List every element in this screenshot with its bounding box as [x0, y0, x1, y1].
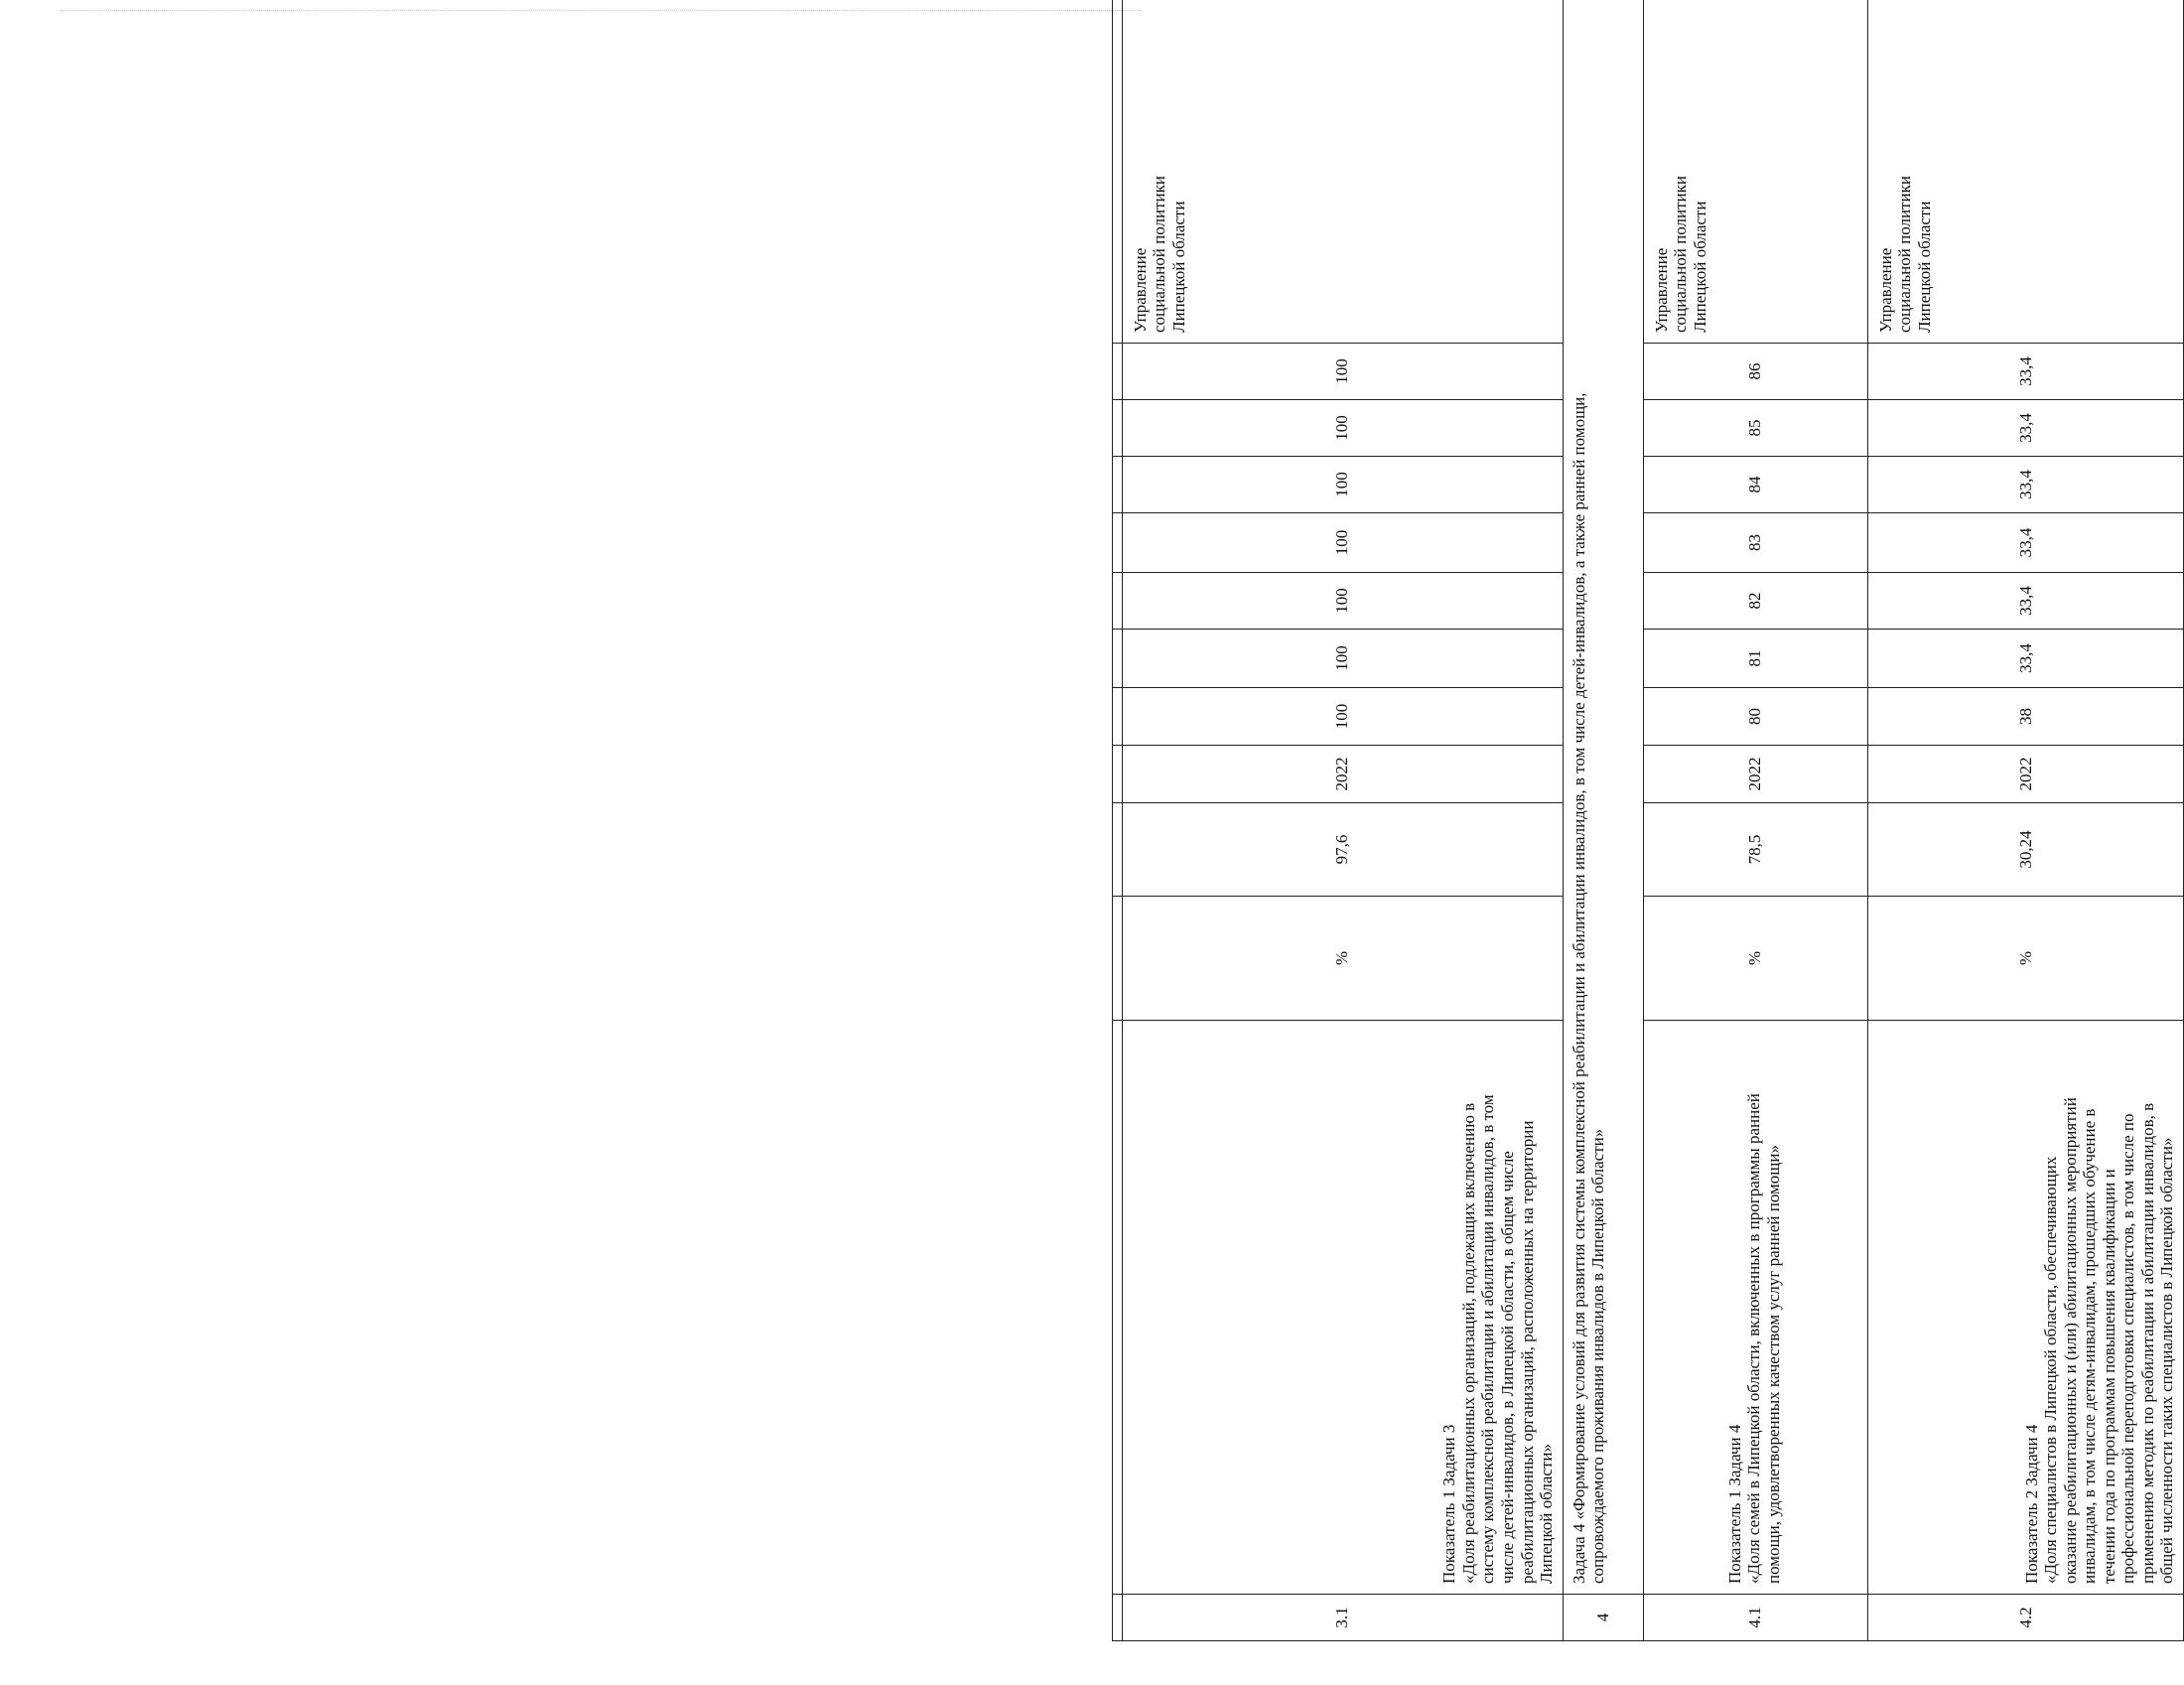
year-value-cell: 33,4 [1867, 457, 2183, 513]
indicator-name-line: профессиональной переподготовки специалистов, в том числе по [2118, 1113, 2138, 1584]
scan-edge-mark [60, 10, 1142, 13]
table-row [1867, 0, 2183, 1641]
indicator-name-line: общей численности таких специалистов в Липецкой области» [2157, 1137, 2177, 1584]
year-value-cell: 33,4 [1867, 630, 2183, 688]
indicator-name [1643, 1021, 1867, 1595]
task-description [1563, 0, 1643, 1595]
responsible-cell [1122, 0, 1563, 344]
base-value-cell: 97,6 [1122, 803, 1563, 897]
responsible-line: Липецкой области [1168, 201, 1188, 333]
indicator-name-line: оказание реабилитационных и (или) абилитационных мероприятий [2060, 1097, 2080, 1584]
year-value-cell: 82 [1643, 573, 1867, 630]
indicators-table [1112, 0, 2184, 1641]
base-year-cell: 2022 [1867, 746, 2183, 803]
year-value-cell: 86 [1643, 344, 1867, 400]
year-value-cell: 100 [1122, 630, 1563, 688]
responsible-cell [1643, 0, 1867, 344]
year-value-cell: 84 [1643, 457, 1867, 513]
indicator-name-line: Показатель 1 Задачи 3 [1439, 1424, 1459, 1584]
rotated-table-container [1112, 0, 2184, 1641]
indicator-name [1867, 1021, 2183, 1595]
task-number: 4 [1563, 1595, 1643, 1641]
indicator-name-line: применению методик по реабилитации и абилитации инвалидов, в [2137, 1102, 2157, 1584]
indicator-name-line: «Доля реабилитационных организаций, подлежащих включению в [1458, 1102, 1478, 1584]
unit-cell: % [1122, 897, 1563, 1021]
task-line: сопровождаемого проживания инвалидов в Липецкой области» [1588, 1128, 1608, 1584]
responsible-line: Управление [1130, 247, 1150, 333]
indicator-name-line: Показатель 1 Задачи 4 [1724, 1424, 1744, 1584]
year-value-cell: 81 [1643, 630, 1867, 688]
row-number: 3.1 [1122, 1595, 1563, 1641]
year-value-cell: 100 [1122, 573, 1563, 630]
indicator-name-line: течении года по программам повышения квалификации и [2099, 1169, 2118, 1584]
responsible-line: социальной политики [1150, 176, 1169, 333]
year-value-cell: 83 [1643, 513, 1867, 573]
base-year-cell: 2022 [1122, 746, 1563, 803]
row-number: 4.1 [1643, 1595, 1867, 1641]
indicator-name-line: «Доля специалистов в Липецкой области, обеспечивающих [2041, 1156, 2061, 1584]
year-value-cell: 33,4 [1867, 573, 2183, 630]
year-value-cell: 100 [1122, 513, 1563, 573]
table-row [1643, 0, 1867, 1641]
base-value-cell: 30,24 [1867, 803, 2183, 897]
table-row [1122, 0, 1563, 1641]
task-row [1563, 0, 1643, 1641]
responsible-line: Управление [1651, 247, 1671, 333]
indicator-name-line: реабилитационных организаций, расположенных на территории [1517, 1120, 1537, 1584]
indicator-name-line: Показатель 2 Задачи 4 [2021, 1424, 2041, 1584]
year-value-cell: 33,4 [1867, 400, 2183, 457]
responsible-line: социальной политики [1671, 176, 1691, 333]
year-value-cell: 33,4 [1867, 513, 2183, 573]
indicator-name-line: инвалидам, в том числе детям-инвалидам, прошедших обучение в [2080, 1108, 2100, 1584]
indicator-name [1122, 1021, 1563, 1595]
year-value-cell: 100 [1122, 400, 1563, 457]
year-value-cell: 100 [1122, 344, 1563, 400]
year-value-cell: 100 [1122, 688, 1563, 746]
responsible-line: социальной политики [1895, 176, 1915, 333]
responsible-line: Управление [1875, 247, 1895, 333]
year-value-cell: 85 [1643, 400, 1867, 457]
responsible-line: Липецкой области [1690, 201, 1709, 333]
base-value-cell: 78,5 [1643, 803, 1867, 897]
responsible-line: Липецкой области [1914, 201, 1934, 333]
unit-cell: % [1867, 897, 2183, 1021]
base-year-cell: 2022 [1643, 746, 1867, 803]
year-value-cell: 33,4 [1867, 344, 2183, 400]
indicator-name-line: помощи, удовлетворенных качеством услуг ранней помощи» [1763, 1145, 1783, 1584]
unit-cell: % [1643, 897, 1867, 1021]
year-value-cell: 80 [1643, 688, 1867, 746]
indicator-name-line: систему комплексной реабилитации и абилитации инвалидов, в том [1478, 1094, 1498, 1584]
responsible-cell [1867, 0, 2183, 344]
year-value-cell: 100 [1122, 457, 1563, 513]
task-line: Задача 4 «Формирование условий для развития системы комплексной реабилитации и абилитации инвалидов, в том числе детей-инвалидов, а также ранней помощи, [1569, 392, 1588, 1584]
year-value-cell: 38 [1867, 688, 2183, 746]
indicator-name-line: числе детей-инвалидов, в Липецкой области, в общем числе [1498, 1151, 1517, 1584]
indicator-name-line: Липецкой области» [1537, 1444, 1557, 1584]
table-top-row [1113, 0, 1123, 1641]
row-number: 4.2 [1867, 1595, 2183, 1641]
indicator-name-line: «Доля семей в Липецкой области, включенных в программы ранней [1744, 1093, 1764, 1584]
